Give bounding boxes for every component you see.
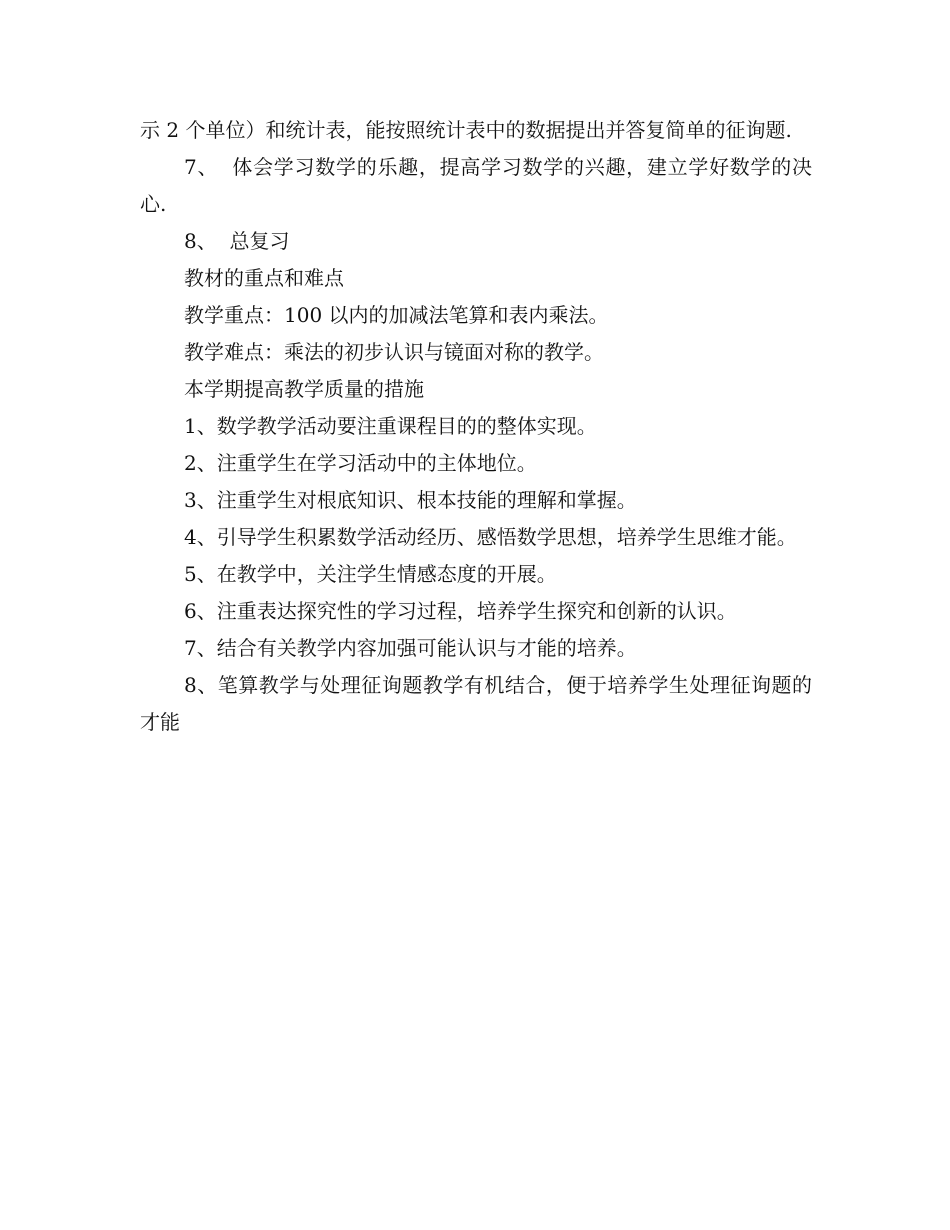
measure-item-6: 6、注重表达探究性的学习过程，培养学生探究和创新的认识。 [184,599,737,623]
measure-item-3: 3、注重学生对根底知识、根本技能的理解和掌握。 [184,488,637,512]
paragraph-key-point: 教学重点：100 以内的加减法笔算和表内乘法。 [184,303,609,327]
measure-item-8: 8、笔算教学与处理征询题教学有机结合，便于培养学生处理征询题的才能 [140,673,812,734]
document-body [140,112,812,741]
measure-item-4: 4、引导学生积累数学活动经历、感悟数学思想，培养学生思维才能。 [184,525,797,549]
measure-item-2: 2、注重学生在学习活动中的主体地位。 [184,451,537,475]
measure-item-1: 1、数学教学活动要注重课程目的的整体实现。 [184,414,597,438]
section-heading-measures: 本学期提高教学质量的措施 [184,377,424,401]
section-heading-key-points: 教材的重点和难点 [184,266,344,290]
measure-item-7: 7、结合有关教学内容加强可能认识与才能的培养。 [184,636,637,660]
paragraph-item-7: 7、 体会学习数学的乐趣，提高学习数学的兴趣，建立学好数学的决心. [140,155,812,216]
paragraph-difficult-point: 教学难点：乘法的初步认识与镜面对称的教学。 [184,340,604,364]
measure-item-5: 5、在教学中，关注学生情感态度的开展。 [184,562,557,586]
paragraph-item-8: 8、 总复习 [184,229,290,253]
paragraph-continuation: 示 2 个单位）和统计表，能按照统计表中的数据提出并答复简单的征询题. [140,118,792,142]
